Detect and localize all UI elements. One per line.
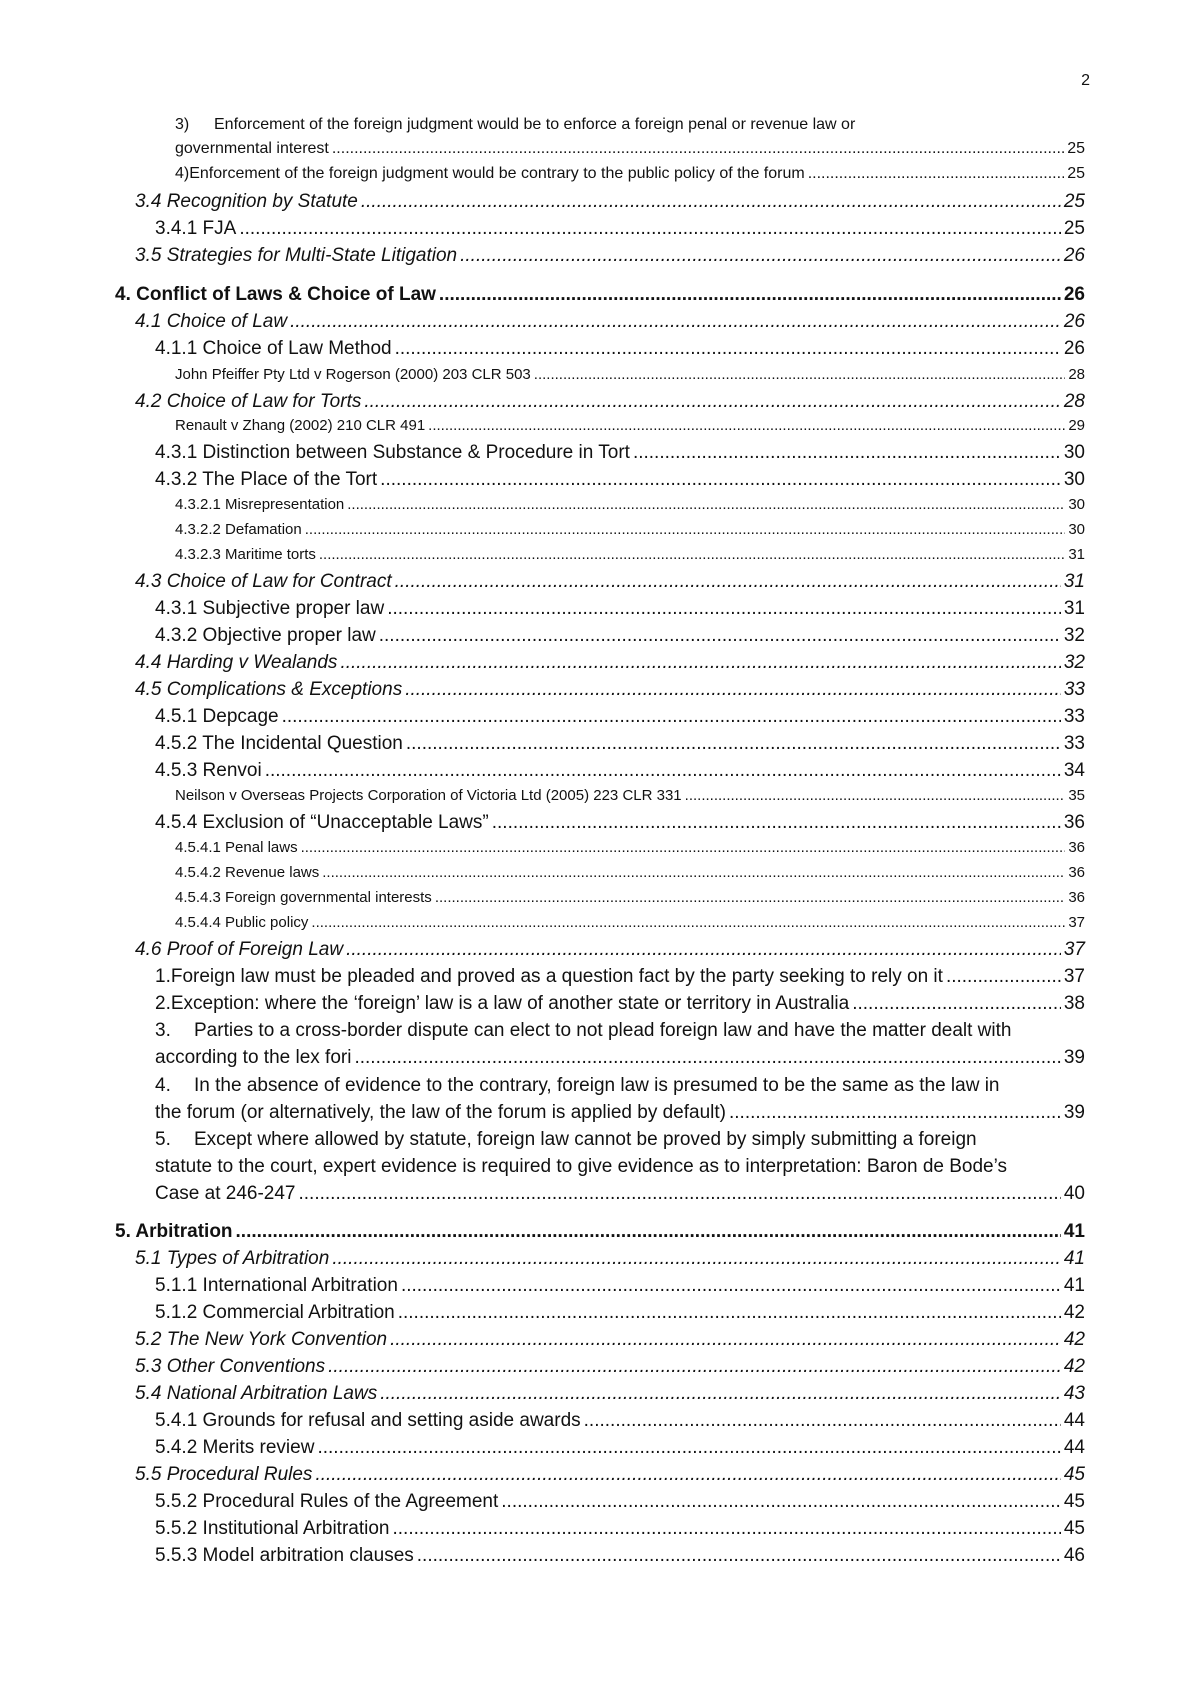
toc-entry[interactable] [155,993,1085,1015]
dot-leader [633,442,1061,464]
entry-page: 43 [1063,1383,1085,1404]
entry-label: Enforcement of the foreign judgment would be contrary to the public policy of the forum [189,165,805,182]
entry-page: 28 [1063,391,1085,412]
entry-page: 37 [1063,966,1085,987]
dot-leader [340,652,1060,674]
entry-label: 4.3.2.3 Maritime torts [175,546,316,563]
toc-entry[interactable] [175,864,1085,881]
entry-page: 25 [1067,140,1085,157]
dot-leader [332,1248,1061,1270]
entry-page: 45 [1063,1491,1085,1512]
entry-label: 4.4 Harding v Wealands [135,652,338,673]
dot-leader [390,1329,1061,1351]
entry-label: 5.1 Types of Arbitration [135,1248,330,1269]
dot-leader [392,1518,1060,1540]
entry-number: 2. [155,993,171,1014]
entry-page: 33 [1063,706,1085,727]
toc-entry[interactable] [135,1383,1085,1405]
dot-leader [584,1410,1061,1432]
toc-entry[interactable] [135,311,1085,333]
entry-page: 30 [1068,496,1085,513]
dot-leader [328,1356,1061,1378]
toc-entry[interactable] [155,760,1085,782]
toc-entry[interactable] [155,218,1085,240]
entry-label: Enforcement of the foreign judgment would be to enforce a foreign penal or revenue law or [214,116,856,133]
dot-leader [290,311,1061,333]
dot-leader [435,889,1066,906]
toc-entry[interactable] [155,812,1085,834]
toc-entry[interactable] [175,914,1085,931]
entry-page: 31 [1068,546,1085,563]
toc-entry[interactable] [135,391,1085,413]
entry-page: 35 [1068,787,1085,804]
toc-entry[interactable] [175,889,1085,906]
entry-page: 40 [1063,1183,1085,1204]
entry-label: 3.5 Strategies for Multi-State Litigation [135,245,458,266]
entry-label: 4. Conflict of Laws & Choice of Law [115,284,436,305]
entry-label: 4.3.2.1 Misrepresentation [175,496,345,513]
entry-page: 42 [1063,1302,1085,1323]
entry-label: 3.4 Recognition by Statute [135,191,358,212]
toc-entry[interactable] [175,366,1085,383]
entry-page: 37 [1068,914,1085,931]
dot-leader [852,993,1061,1015]
dot-leader [305,521,1066,538]
toc-entry[interactable] [155,1491,1085,1513]
entry-label: 4.5.4.4 Public policy [175,914,309,931]
toc-entry-proof-4[interactable] [155,1075,1085,1124]
toc-entry[interactable] [155,442,1085,464]
entry-label: 4.2 Choice of Law for Torts [135,391,362,412]
entry-page: 39 [1063,1102,1085,1123]
entry-label: 4.3 Choice of Law for Contract [135,571,392,592]
toc-entry[interactable] [155,1437,1085,1459]
toc-entry[interactable] [175,496,1085,513]
entry-page: 31 [1063,571,1085,592]
entry-number: 3. [155,1020,171,1041]
entry-page: 41 [1063,1248,1085,1269]
dot-leader [417,1545,1061,1567]
toc-entry[interactable] [155,733,1085,755]
entry-page: 37 [1063,939,1085,960]
entry-page: 32 [1063,625,1085,646]
toc-entry[interactable] [115,284,1085,306]
toc-entry[interactable] [135,245,1085,267]
toc-entry[interactable] [155,1545,1085,1567]
toc-entry[interactable] [175,839,1085,856]
dot-leader [395,571,1061,593]
toc-entry[interactable] [135,1329,1085,1351]
entry-label: 4.1 Choice of Law [135,311,288,332]
dot-leader [808,165,1065,183]
entry-label: 5.1.1 International Arbitration [155,1275,398,1296]
entry-label: 5.4 National Arbitration Laws [135,1383,378,1404]
entry-label: 4.5.4.3 Foreign governmental interests [175,889,432,906]
entry-label: 5.2 The New York Convention [135,1329,388,1350]
toc-entry[interactable] [155,625,1085,647]
entry-label: John Pfeiffer Pty Ltd v Rogerson (2000) 203 CLR 503 [175,366,531,383]
entry-page: 42 [1063,1356,1085,1377]
entry-label: 5.4.2 Merits review [155,1437,315,1458]
entry-label: 3.4.1 FJA [155,218,237,239]
entry-page: 30 [1068,521,1085,538]
entry-label: 4.5.2 The Incidental Question [155,733,403,754]
entry-label: 4.5.4.2 Revenue laws [175,864,320,881]
dot-leader [319,546,1065,563]
entry-label: 4.5.4.1 Penal laws [175,839,298,856]
dot-leader [406,733,1061,755]
entry-label: Exception: where the ‘foreign’ law is a law of another state or territory in Australia [170,993,850,1014]
entry-page: 46 [1063,1545,1085,1566]
entry-label-line1: In the absence of evidence to the contrary, foreign law is presumed to be the same as the law in [194,1075,1000,1096]
entry-page: 41 [1063,1221,1085,1242]
toc-entry[interactable] [175,787,1085,804]
entry-page: 25 [1063,191,1085,212]
toc-entry-proof-5[interactable] [155,1129,1085,1205]
toc-entry[interactable] [135,571,1085,593]
entry-label: 4.5 Complications & Exceptions [135,679,403,700]
entry-label: 5.3 Other Conventions [135,1356,326,1377]
entry-page: 41 [1063,1275,1085,1296]
entry-page: 45 [1063,1518,1085,1539]
entry-page: 33 [1063,679,1085,700]
entry-label: 4.3.2 The Place of the Tort [155,469,378,490]
toc-entry[interactable] [115,1221,1085,1243]
entry-page: 44 [1063,1437,1085,1458]
entry-label: 4.3.2.2 Defamation [175,521,302,538]
dot-leader [346,939,1061,961]
dot-leader [398,1302,1061,1324]
dot-leader [492,812,1061,834]
entry-label: 4.3.2 Objective proper law [155,625,376,646]
entry-label-line2: statute to the court, expert evidence is required to give evidence as to interpretation: Baron de Bode’s [155,1156,1008,1177]
entry-page: 36 [1068,839,1085,856]
entry-page: 45 [1063,1464,1085,1485]
entry-number: 3) [175,116,190,133]
toc-entry[interactable] [175,417,1085,434]
dot-leader [311,914,1065,931]
entry-page: 36 [1068,864,1085,881]
dot-leader [379,625,1061,647]
entry-number: 4) [175,165,190,182]
page-number: 2 [1081,72,1090,89]
entry-page: 39 [1063,1047,1085,1068]
entry-page: 25 [1063,218,1085,239]
entry-page: 34 [1063,760,1085,781]
entry-number: 1. [155,966,171,987]
toc-entry[interactable] [155,469,1085,491]
dot-leader [401,1275,1061,1297]
dot-leader [332,140,1064,158]
entry-label: governmental interest [175,140,329,157]
entry-page: 29 [1068,417,1085,434]
entry-page: 30 [1063,442,1085,463]
entry-page: 25 [1067,165,1085,182]
dot-leader [380,1383,1061,1405]
dot-leader [299,1183,1061,1205]
dot-leader [395,338,1061,360]
toc-entry[interactable] [135,1464,1085,1486]
entry-label: Neilson v Overseas Projects Corporation of Victoria Ltd (2005) 223 CLR 331 [175,787,682,804]
toc-entry[interactable] [155,706,1085,728]
dot-leader [460,245,1061,267]
dot-leader [380,469,1061,491]
dot-leader [354,1047,1060,1069]
toc-entry[interactable] [135,1356,1085,1378]
entry-number: 5. [155,1129,171,1150]
toc-entry[interactable] [155,598,1085,620]
entry-page: 32 [1063,652,1085,673]
dot-leader [387,598,1061,620]
entry-number: 4. [155,1075,171,1096]
dot-leader [315,1464,1060,1486]
toc-entry[interactable] [155,1410,1085,1432]
toc-entry[interactable] [155,1518,1085,1540]
entry-page: 26 [1063,338,1085,359]
entry-label: 4.6 Proof of Foreign Law [135,939,344,960]
dot-leader [301,839,1066,856]
entry-page: 36 [1063,812,1085,833]
dot-leader [236,1221,1061,1243]
dot-leader [364,391,1061,413]
entry-label-line1: Except where allowed by statute, foreign law cannot be proved by simply submitting a foreign [194,1129,977,1150]
entry-page: 26 [1063,245,1085,266]
entry-page: 36 [1068,889,1085,906]
entry-label-line3: Case at 246-247 [155,1183,296,1204]
entry-label: 5.5 Procedural Rules [135,1464,313,1485]
entry-label: 5.5.3 Model arbitration clauses [155,1545,414,1566]
entry-label: 4.3.1 Subjective proper law [155,598,385,619]
toc-entry[interactable] [175,546,1085,563]
entry-label: 5.4.1 Grounds for refusal and setting aside awards [155,1410,581,1431]
dot-leader [317,1437,1060,1459]
toc-entry[interactable] [175,521,1085,538]
entry-page: 31 [1063,598,1085,619]
toc-entry[interactable] [155,1275,1085,1297]
toc-entry[interactable] [135,1248,1085,1270]
entry-label-line2: the forum (or alternatively, the law of the forum is applied by default) [155,1102,726,1123]
entry-page: 38 [1063,993,1085,1014]
toc-entry[interactable] [135,191,1085,213]
entry-label: 4.5.1 Depcage [155,706,279,727]
toc-entry[interactable] [135,679,1085,701]
entry-page: 26 [1063,284,1085,305]
toc-entry[interactable] [155,966,1085,988]
toc-entry[interactable] [175,165,1085,183]
entry-label: 5.5.2 Procedural Rules of the Agreement [155,1491,499,1512]
toc-entry[interactable] [135,652,1085,674]
entry-label: 4.1.1 Choice of Law Method [155,338,392,359]
toc-entry[interactable] [135,939,1085,961]
entry-page: 33 [1063,733,1085,754]
entry-page: 42 [1063,1329,1085,1350]
dot-leader [685,787,1066,804]
dot-leader [946,966,1061,988]
entry-label: 5. Arbitration [115,1221,233,1242]
entry-label-line1: Parties to a cross-border dispute can elect to not plead foreign law and have the matter dealt with [194,1020,1012,1041]
entry-label-line2: according to the lex fori [155,1047,352,1068]
entry-label: 4.5.4 Exclusion of “Unacceptable Laws” [155,812,489,833]
dot-leader [729,1102,1061,1124]
toc-entry-enforcement-penal[interactable] [175,116,1085,134]
entry-page: 28 [1068,366,1085,383]
entry-label: 4.3.1 Distinction between Substance & Procedure in Tort [155,442,630,463]
dot-leader [405,679,1061,701]
dot-leader [347,496,1065,513]
dot-leader [428,417,1065,434]
dot-leader [239,218,1061,240]
dot-leader [439,284,1061,306]
dot-leader [322,864,1065,881]
entry-page: 30 [1063,469,1085,490]
entry-page: 44 [1063,1410,1085,1431]
entry-label: Renault v Zhang (2002) 210 CLR 491 [175,417,426,434]
toc-entry[interactable] [155,1302,1085,1324]
toc-entry[interactable] [155,338,1085,360]
dot-leader [282,706,1061,728]
toc-entry-proof-3[interactable] [155,1020,1085,1069]
entry-page: 26 [1063,311,1085,332]
dot-leader [361,191,1061,213]
dot-leader [501,1491,1061,1513]
dot-leader [265,760,1061,782]
entry-label: 4.5.3 Renvoi [155,760,262,781]
dot-leader [534,366,1066,383]
entry-label: 5.1.2 Commercial Arbitration [155,1302,395,1323]
toc-entry[interactable] [175,140,1085,158]
entry-label: 5.5.2 Institutional Arbitration [155,1518,390,1539]
entry-label: Foreign law must be pleaded and proved as a question fact by the party seeking to rely on it [170,966,943,987]
